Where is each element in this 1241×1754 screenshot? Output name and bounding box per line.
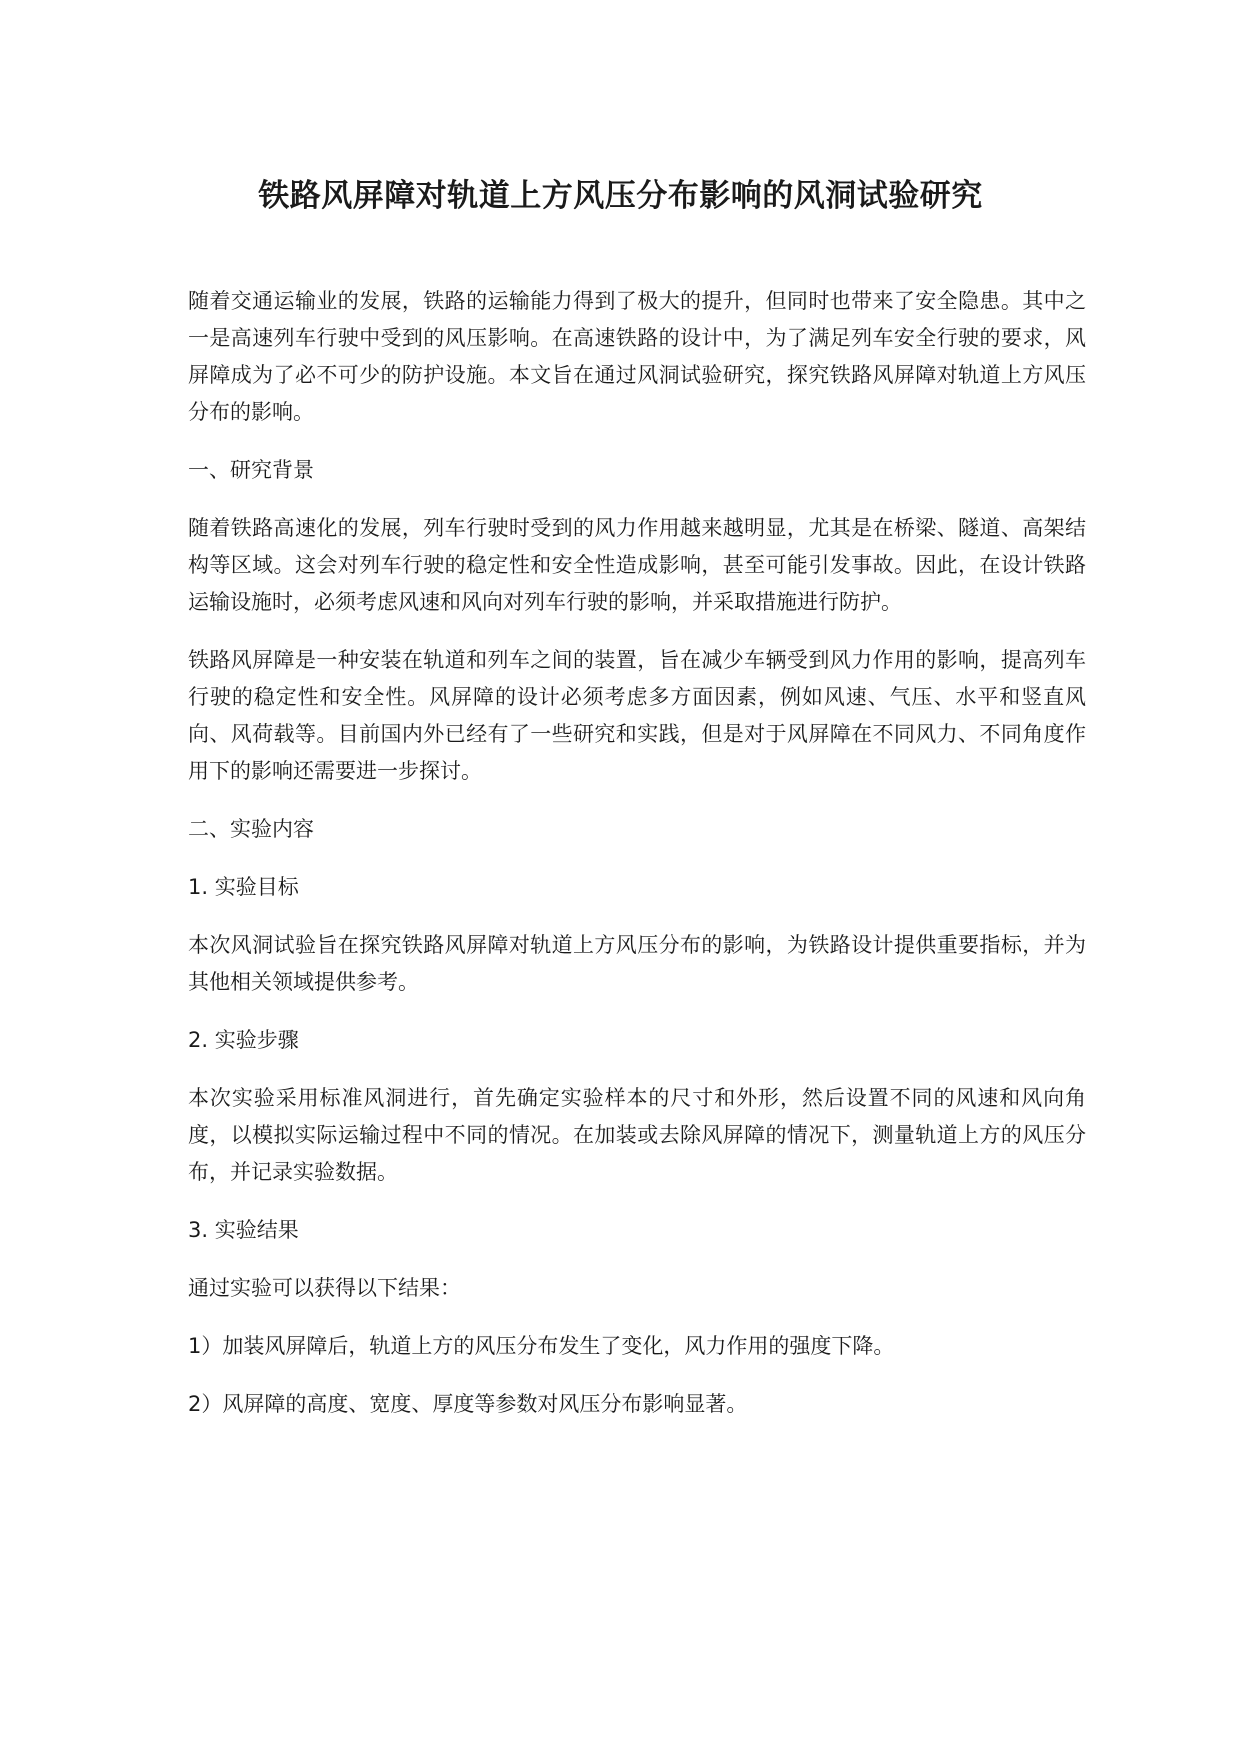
document-title: 铁路风屏障对轨道上方风压分布影响的风洞试验研究	[258, 178, 983, 214]
section-heading-background: 一、研究背景	[188, 458, 314, 482]
background-paragraph-1: 随着铁路高速化的发展，列车行驶时受到的风力作用越来越明显，尤其是在桥梁、隧道、高架结构等区域。这会对列车行驶的稳定性和安全性造成影响，甚至可能引发事故。因此，在设计铁路运输设施时，必须考虑风速和风向对列车行驶的影响，并采取措施进行防护。	[188, 516, 1086, 614]
result-item-1: 1）加装风屏障后，轨道上方的风压分布发生了变化，风力作用的强度下降。	[188, 1334, 895, 1358]
steps-paragraph: 本次实验采用标准风洞进行，首先确定实验样本的尺寸和外形，然后设置不同的风速和风向角度，以模拟实际运输过程中不同的情况。在加装或去除风屏障的情况下，测量轨道上方的风压分布，并记录实验数据。	[188, 1086, 1086, 1184]
result-item-2: 2）风屏障的高度、宽度、厚度等参数对风压分布影响显著。	[188, 1392, 748, 1416]
goal-paragraph: 本次风洞试验旨在探究铁路风屏障对轨道上方风压分布的影响，为铁路设计提供重要指标，并为其他相关领域提供参考。	[188, 933, 1086, 994]
section-heading-experiment: 二、实验内容	[188, 817, 314, 841]
subheading-goal: 1. 实验目标	[188, 875, 299, 899]
document-body	[188, 283, 1086, 1444]
results-intro: 通过实验可以获得以下结果：	[188, 1276, 461, 1300]
subheading-results: 3. 实验结果	[188, 1218, 299, 1242]
intro-paragraph: 随着交通运输业的发展，铁路的运输能力得到了极大的提升，但同时也带来了安全隐患。其中之一是高速列车行驶中受到的风压影响。在高速铁路的设计中，为了满足列车安全行驶的要求，风屏障成为了必不可少的防护设施。本文旨在通过风洞试验研究，探究铁路风屏障对轨道上方风压分布的影响。	[188, 289, 1086, 424]
subheading-steps: 2. 实验步骤	[188, 1028, 299, 1052]
background-paragraph-2: 铁路风屏障是一种安装在轨道和列车之间的装置，旨在减少车辆受到风力作用的影响，提高列车行驶的稳定性和安全性。风屏障的设计必须考虑多方面因素，例如风速、气压、水平和竖直风向、风荷载等。目前国内外已经有了一些研究和实践，但是对于风屏障在不同风力、不同角度作用下的影响还需要进一步探讨。	[188, 648, 1086, 783]
